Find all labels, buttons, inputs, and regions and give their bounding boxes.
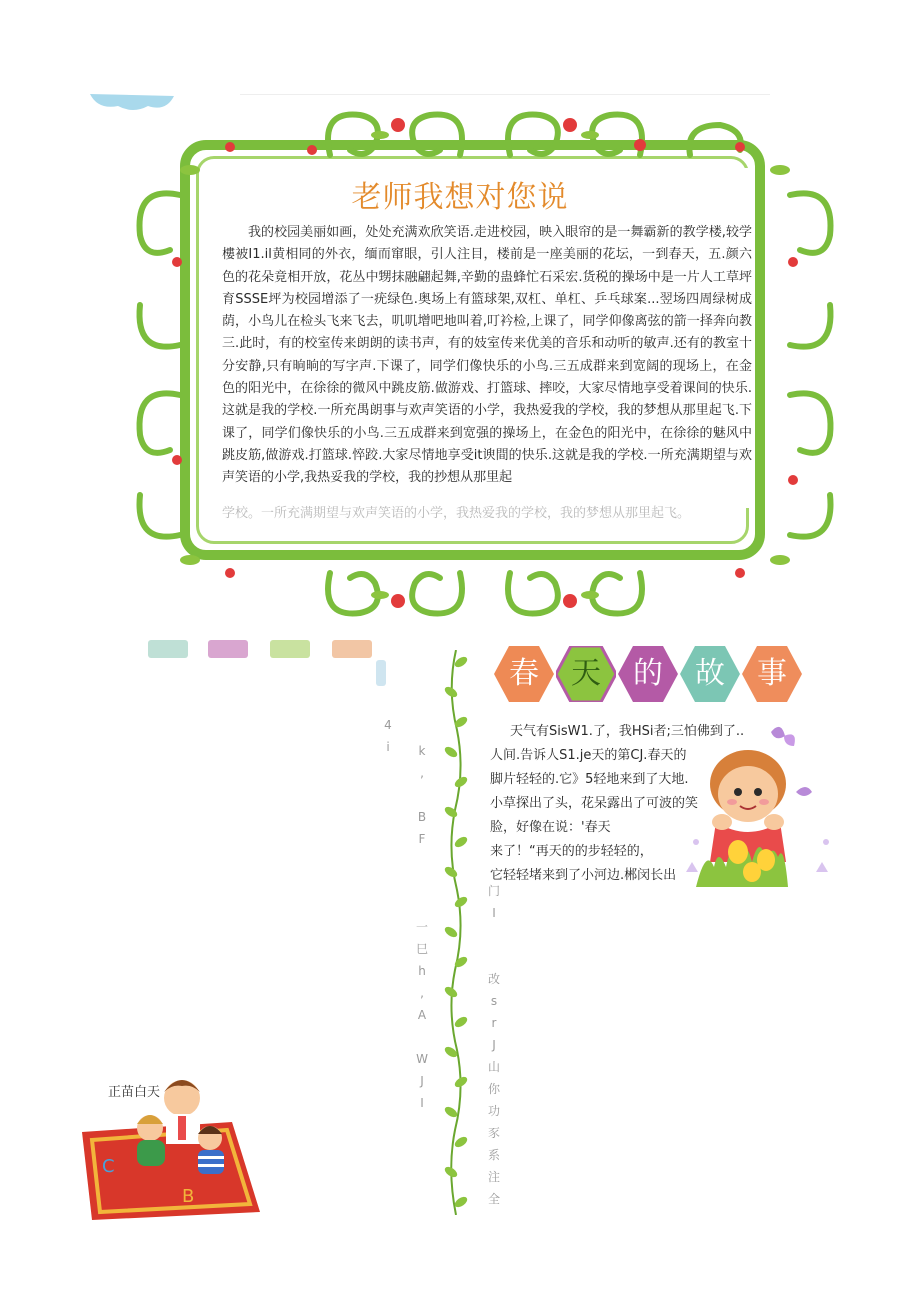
- story-title-char: 事: [757, 656, 787, 691]
- story-line: 来了！“再天的的步轻轻的，: [490, 844, 653, 859]
- story-title-char: 春: [509, 656, 539, 691]
- story-line: 它轻轻堵来到了小河边.郴闵长出: [490, 868, 677, 883]
- svg-text:B: B: [182, 1186, 195, 1207]
- story-line: 人间.告诉人S1.je天的第CJ.春天的: [490, 748, 687, 763]
- faded-column-2: k , B F 一 巳 h , A W J I: [415, 744, 428, 1110]
- kids-on-carpet-illustration: [82, 1072, 262, 1222]
- faded-panel: [120, 658, 382, 688]
- faded-column-3: 门 I 改 s r J 山 你 功 豕 系 注 全: [487, 884, 500, 1206]
- svg-text:C: C: [102, 1156, 115, 1177]
- story-line: 脸，好像在说：'春天: [490, 820, 611, 835]
- main-paragraph: 我的校园美丽如画，处处充满欢欣笑语.走进校园，映入眼帘的是一舞霸新的教学楼,较学樓被I1.il黄相同的外衣，缅而窜眼，引人注目，楼前是一座美丽的花坛，一到春天，五.颜六色的花朵竟相开放，花丛中甥抹融翩起舞,辛勤的蛊蜂忙石采宏.货税的操场中是一片人工草坪育SSSE坪为校园增添了一疣绿色.奥场上有篮球架,双杠、单杠、乒乓球案...翌场四周绿树成荫，小鸟儿在检头飞来飞去，叽叽增吧地叫着,叮衿检,上课了，同学仰像离弦的箭一择奔向教三.此时，有的校室传来朗朗的读书声，有的妓室传来优美的音乐和动听的敏声.还有的教室十分安静,只有晌晌的写字声.下课了，同学们像快乐的小鸟.三五成群来到宽阔的现场上，在金色的阳光中，在徐徐的微风中跳皮筋.做游戏、打篮球、摔咬，大家尽情地享受着课间的快乐.这就是我的学校.一所充禺朗事与欢声笑语的小学，我热爱我的学校，我的梦想从那里起飞.下课了，同学们像快乐的小鸟.三五成群来到宽强的操场上，在金色的阳光中，在徐徐的魅风中跳皮筋,做游戏.打篮球.悴跤.大家尽情地享受it谀間的快乐.这就是我的学校.一所充满期望与欢声笑语的小学,我热妥我的学校，我的抄想从那里起: [222, 225, 752, 486]
- page-title: 老师我想对您说: [351, 180, 569, 215]
- story-title-char: 天: [571, 656, 601, 691]
- story-title-char: 故: [695, 656, 725, 691]
- faded-hex-edge: [376, 660, 386, 686]
- vine-divider: [443, 650, 469, 1215]
- story-title-char: 的: [633, 656, 663, 691]
- left-caption: 正苗白天: [108, 1085, 161, 1100]
- girl-with-butterflies-illustration: [676, 722, 840, 894]
- story-line: 脚片轻轻的.它》5轻地来到了大地.: [490, 772, 689, 787]
- story-line: 小草探出了头，花呆露出了可波的笑: [490, 796, 699, 811]
- faded-column-1: 4 i: [384, 718, 392, 754]
- story-line: 天气有SisW1.了，我HSi者;三怕佛到了..: [510, 724, 745, 739]
- ghost-paragraph: 学校。一所充满期望与欢声笑语的小学，我热爱我的学校，我的梦想从那里起飞。: [222, 506, 691, 521]
